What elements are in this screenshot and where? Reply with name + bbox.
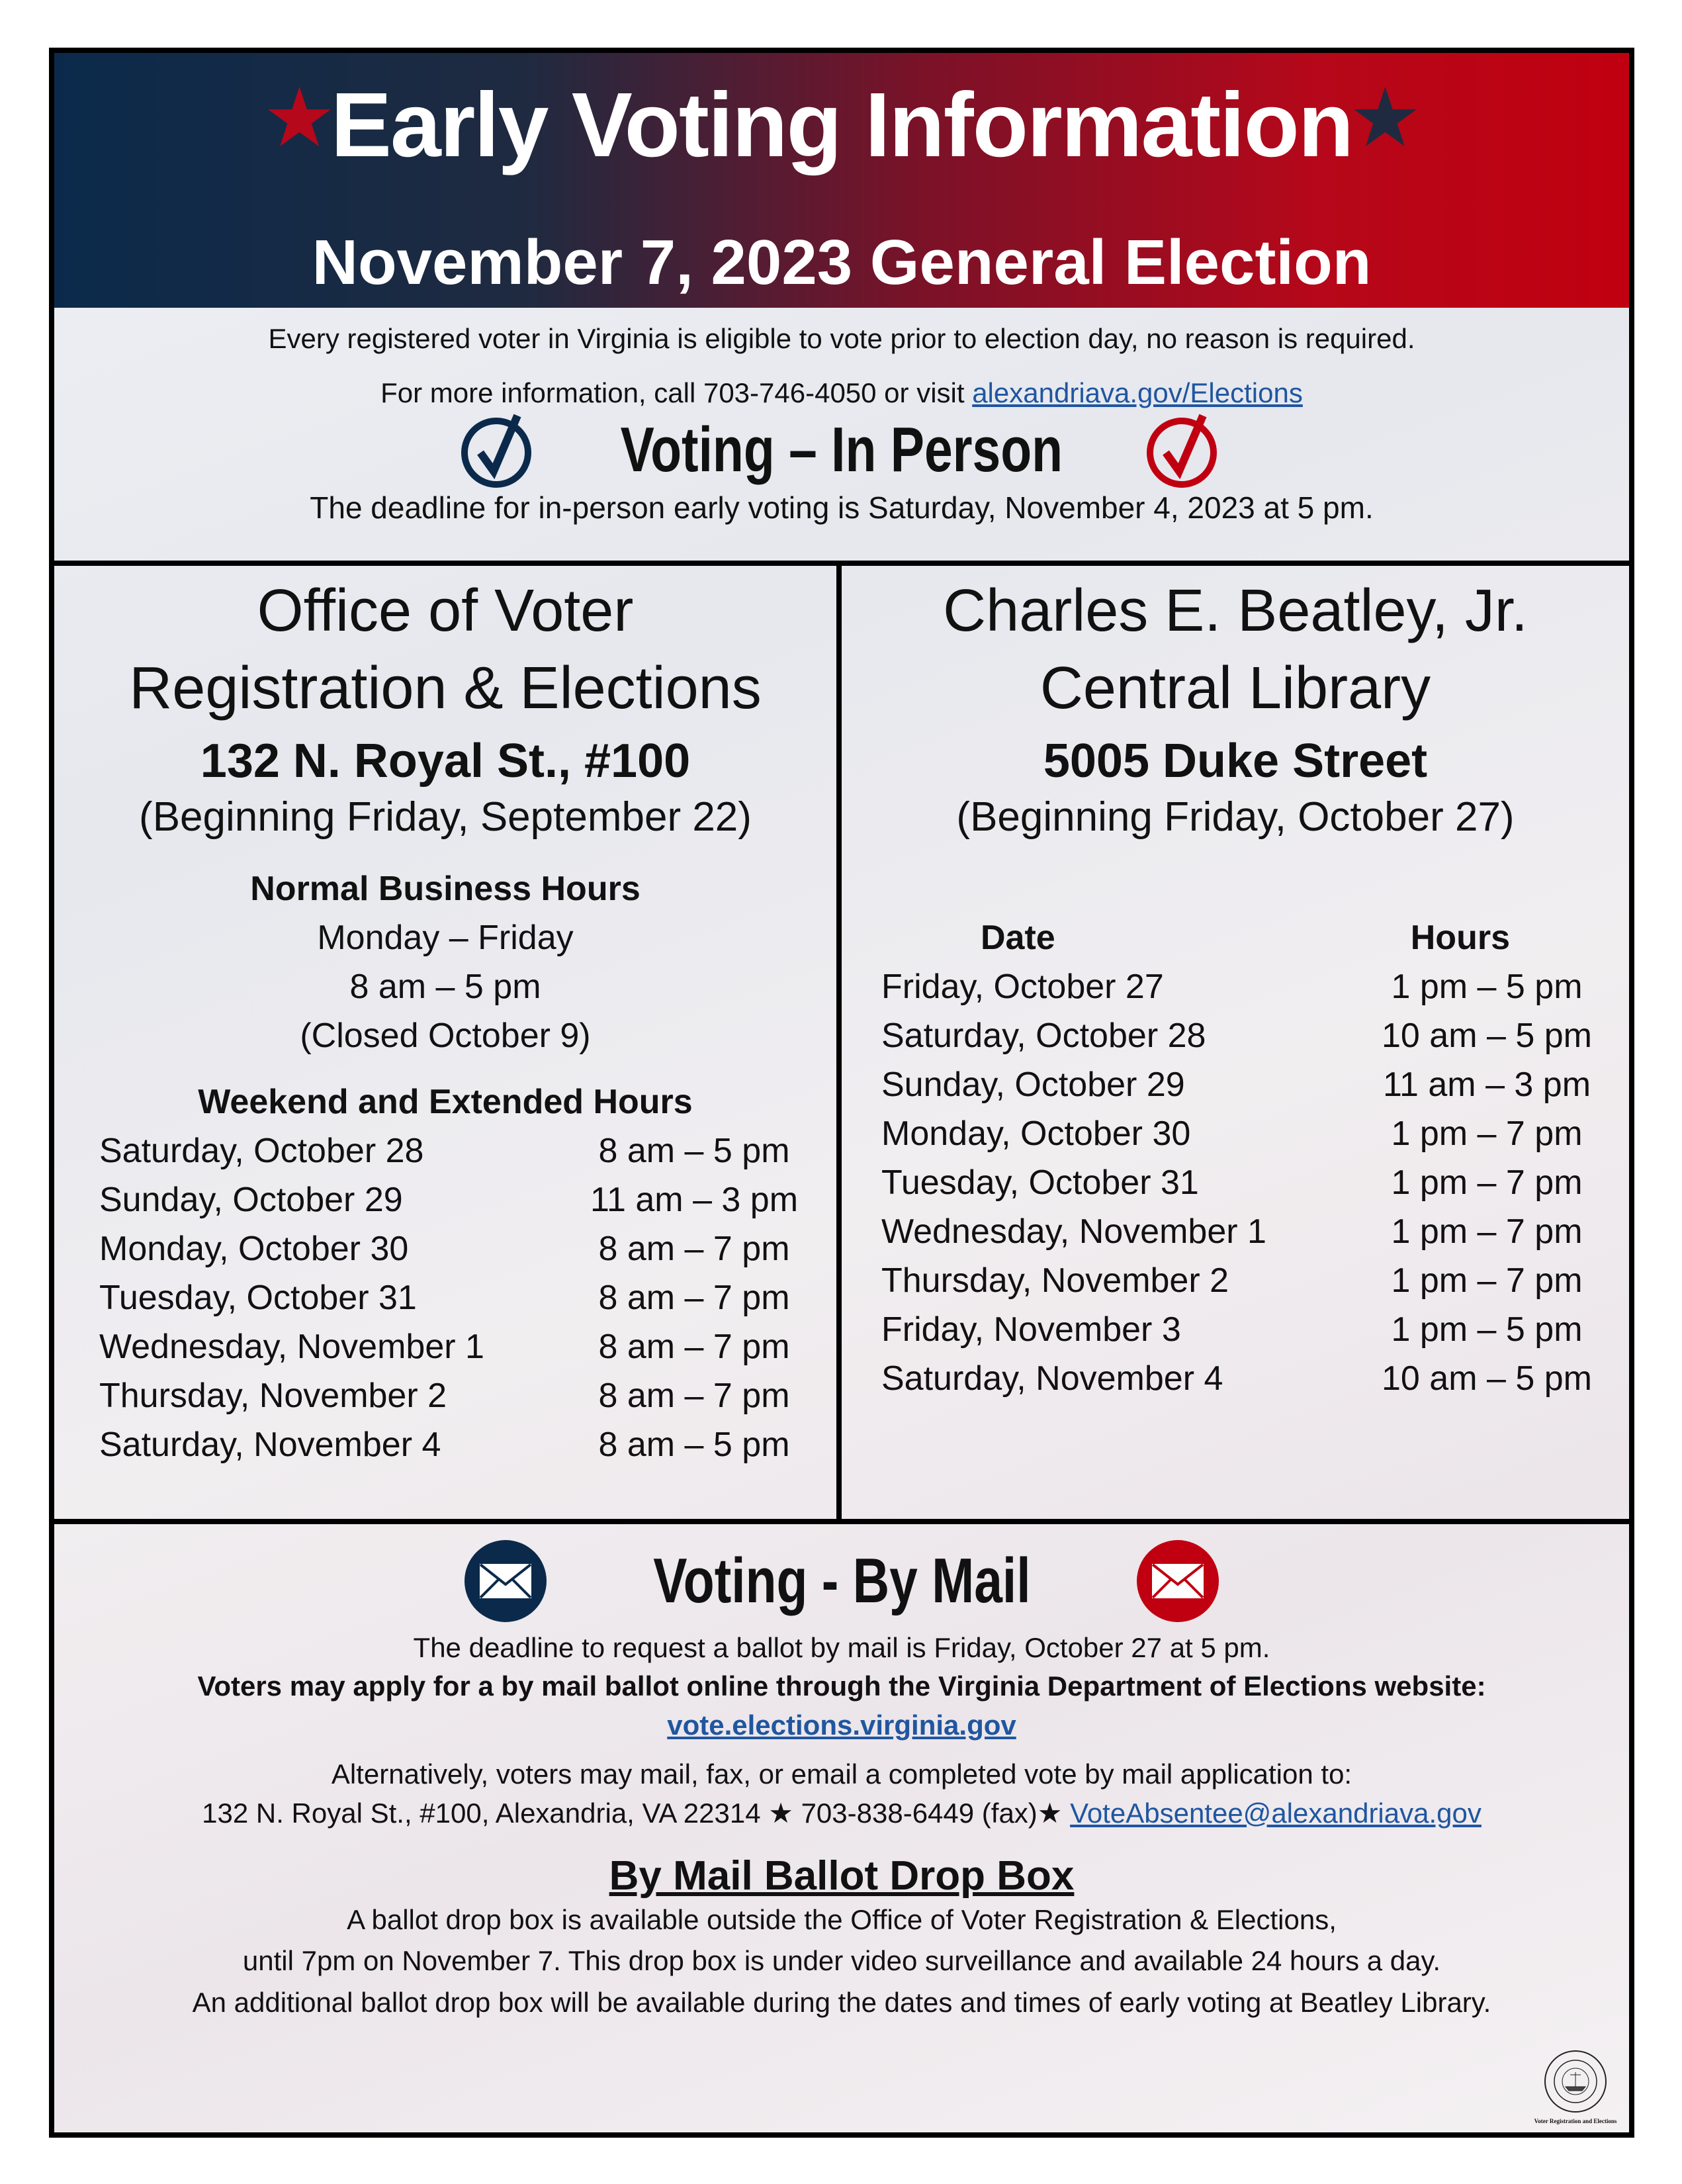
office-beginning: (Beginning Friday, September 22) — [139, 794, 752, 840]
email-link[interactable]: VoteAbsentee@alexandriava.gov — [1070, 1797, 1482, 1829]
schedule-row — [99, 1224, 803, 1273]
office-name-line: Office of Voter — [257, 578, 634, 644]
city-seal-logo — [1532, 2048, 1618, 2124]
check-circle-icon — [459, 410, 539, 490]
envelope-icon — [465, 1540, 547, 1622]
office-name — [54, 572, 836, 727]
schedule-hours: 1 pm – 7 pm — [1391, 1115, 1583, 1153]
schedule-date: Friday, October 27 — [881, 968, 1164, 1006]
library-schedule — [881, 962, 1596, 1403]
schedule-hours: 10 am – 5 pm — [1382, 1017, 1592, 1055]
normal-hours: 8 am – 5 pm — [349, 968, 541, 1006]
col-date: Date — [981, 919, 1055, 957]
normal-days: Monday – Friday — [317, 919, 574, 957]
schedule-row — [881, 1207, 1596, 1256]
schedule-date: Saturday, October 28 — [99, 1132, 424, 1170]
schedule-date: Thursday, November 2 — [99, 1377, 447, 1415]
schedule-date: Sunday, October 29 — [881, 1066, 1185, 1104]
dropbox-title: By Mail Ballot Drop Box — [609, 1852, 1075, 1899]
library-schedule-header — [881, 913, 1596, 962]
eligibility-text: Every registered voter in Virginia is eligible to vote prior to election day, no reason is required. — [268, 323, 1415, 354]
schedule-date: Monday, October 30 — [881, 1115, 1191, 1153]
schedule-date: Friday, November 3 — [881, 1310, 1181, 1349]
office-address: 132 N. Royal St., #100 — [200, 735, 691, 788]
schedule-date: Saturday, November 4 — [881, 1359, 1223, 1398]
schedule-hours: 8 am – 5 pm — [598, 1132, 790, 1170]
schedule-row — [881, 1109, 1596, 1158]
mail-apply-text: Voters may apply for a by mail ballot online through the Virginia Department of Elections website: — [197, 1670, 1486, 1702]
weekend-hours-title: Weekend and Extended Hours — [198, 1083, 693, 1121]
mail-title — [54, 1540, 1629, 1622]
schedule-row — [99, 1420, 803, 1469]
library-column — [842, 566, 1629, 1519]
schedule-hours: 8 am – 7 pm — [598, 1377, 790, 1415]
page-subtitle: November 7, 2023 General Election — [312, 227, 1372, 298]
schedule-row — [881, 1011, 1596, 1060]
mail-address — [54, 1797, 1629, 1830]
schedule-hours: 1 pm – 5 pm — [1391, 968, 1583, 1006]
schedule-row — [881, 962, 1596, 1011]
schedule-hours: 1 pm – 7 pm — [1391, 1212, 1583, 1251]
page-title — [54, 73, 1629, 178]
library-beginning: (Beginning Friday, October 27) — [956, 794, 1515, 840]
schedule-hours: 11 am – 3 pm — [590, 1181, 799, 1219]
office-name-line: Registration & Elections — [129, 655, 762, 721]
schedule-row — [881, 1158, 1596, 1207]
library-address: 5005 Duke Street — [1043, 735, 1428, 788]
header-banner — [54, 53, 1629, 308]
flyer — [49, 48, 1634, 2138]
schedule-date: Wednesday, November 1 — [881, 1212, 1266, 1251]
schedule-date: Wednesday, November 1 — [99, 1328, 484, 1366]
schedule-row — [99, 1371, 803, 1420]
office-schedule — [54, 1126, 836, 1469]
closed-note: (Closed October 9) — [300, 1017, 591, 1055]
schedule-row — [99, 1126, 803, 1175]
schedule-date: Saturday, November 4 — [99, 1426, 441, 1464]
normal-hours-title: Normal Business Hours — [250, 870, 641, 908]
intro-section — [54, 308, 1629, 566]
seal-icon — [1542, 2048, 1609, 2115]
in-person-title — [54, 410, 1629, 490]
library-name-line: Central Library — [1040, 655, 1431, 721]
schedule-hours: 10 am – 5 pm — [1382, 1359, 1592, 1398]
mail-deadline: The deadline to request a ballot by mail is Friday, October 27 at 5 pm. — [413, 1632, 1270, 1663]
info-prefix: For more information, call 703-746-4050 or visit — [380, 377, 973, 409]
dropbox-text: A ballot drop box is available outside the Office of Voter Registration & Elections, — [347, 1903, 1337, 1935]
schedule-hours: 1 pm – 5 pm — [1391, 1310, 1583, 1349]
in-person-title-text: Voting – In Person — [620, 414, 1063, 485]
in-person-deadline: The deadline for in-person early voting is Saturday, November 4, 2023 at 5 pm. — [310, 490, 1374, 525]
check-circle-icon — [1145, 410, 1224, 490]
dropbox-text: An additional ballot drop box will be available during the dates and times of early voting at Beatley Library. — [192, 1986, 1491, 2018]
schedule-row — [881, 1305, 1596, 1354]
schedule-hours: 1 pm – 7 pm — [1391, 1163, 1583, 1202]
mail-title-text: Voting - By Mail — [652, 1545, 1031, 1616]
info-text — [54, 377, 1629, 410]
schedule-row — [99, 1322, 803, 1371]
col-hours: Hours — [1410, 919, 1510, 957]
mail-alt-text: Alternatively, voters may mail, fax, or email a completed vote by mail application to: — [331, 1758, 1352, 1790]
schedule-hours: 11 am – 3 pm — [1382, 1066, 1591, 1104]
schedule-row — [881, 1256, 1596, 1305]
elections-link[interactable]: alexandriava.gov/Elections — [972, 377, 1303, 409]
schedule-date: Saturday, October 28 — [881, 1017, 1206, 1055]
office-column — [54, 566, 842, 1519]
title-text: Early Voting Information — [330, 74, 1353, 176]
schedule-hours: 1 pm – 7 pm — [1391, 1261, 1583, 1300]
schedule-hours: 8 am – 7 pm — [598, 1230, 790, 1268]
schedule-row — [99, 1175, 803, 1224]
star-icon: ★ — [1352, 77, 1417, 159]
schedule-row — [881, 1354, 1596, 1403]
star-icon: ★ — [267, 77, 331, 159]
schedule-date: Tuesday, October 31 — [881, 1163, 1199, 1202]
seal-caption: Voter Registration and Elections — [1534, 2118, 1617, 2124]
mail-section — [54, 1519, 1629, 2132]
schedule-row — [99, 1273, 803, 1322]
library-name — [842, 572, 1629, 727]
schedule-hours: 8 am – 7 pm — [598, 1328, 790, 1366]
elections-virginia-link[interactable]: vote.elections.virginia.gov — [667, 1709, 1016, 1741]
envelope-icon — [1137, 1540, 1219, 1622]
schedule-date: Monday, October 30 — [99, 1230, 409, 1268]
schedule-hours: 8 am – 7 pm — [598, 1279, 790, 1317]
schedule-date: Tuesday, October 31 — [99, 1279, 417, 1317]
schedule-hours: 8 am – 5 pm — [598, 1426, 790, 1464]
schedule-row — [881, 1060, 1596, 1109]
schedule-date: Sunday, October 29 — [99, 1181, 403, 1219]
dropbox-text: until 7pm on November 7. This drop box is under video surveillance and available 24 hours a day. — [242, 1945, 1441, 1977]
library-name-line: Charles E. Beatley, Jr. — [943, 578, 1528, 644]
mail-address-text: 132 N. Royal St., #100, Alexandria, VA 22314 ★ 703-838-6449 (fax)★ — [202, 1797, 1071, 1829]
schedule-date: Thursday, November 2 — [881, 1261, 1229, 1300]
